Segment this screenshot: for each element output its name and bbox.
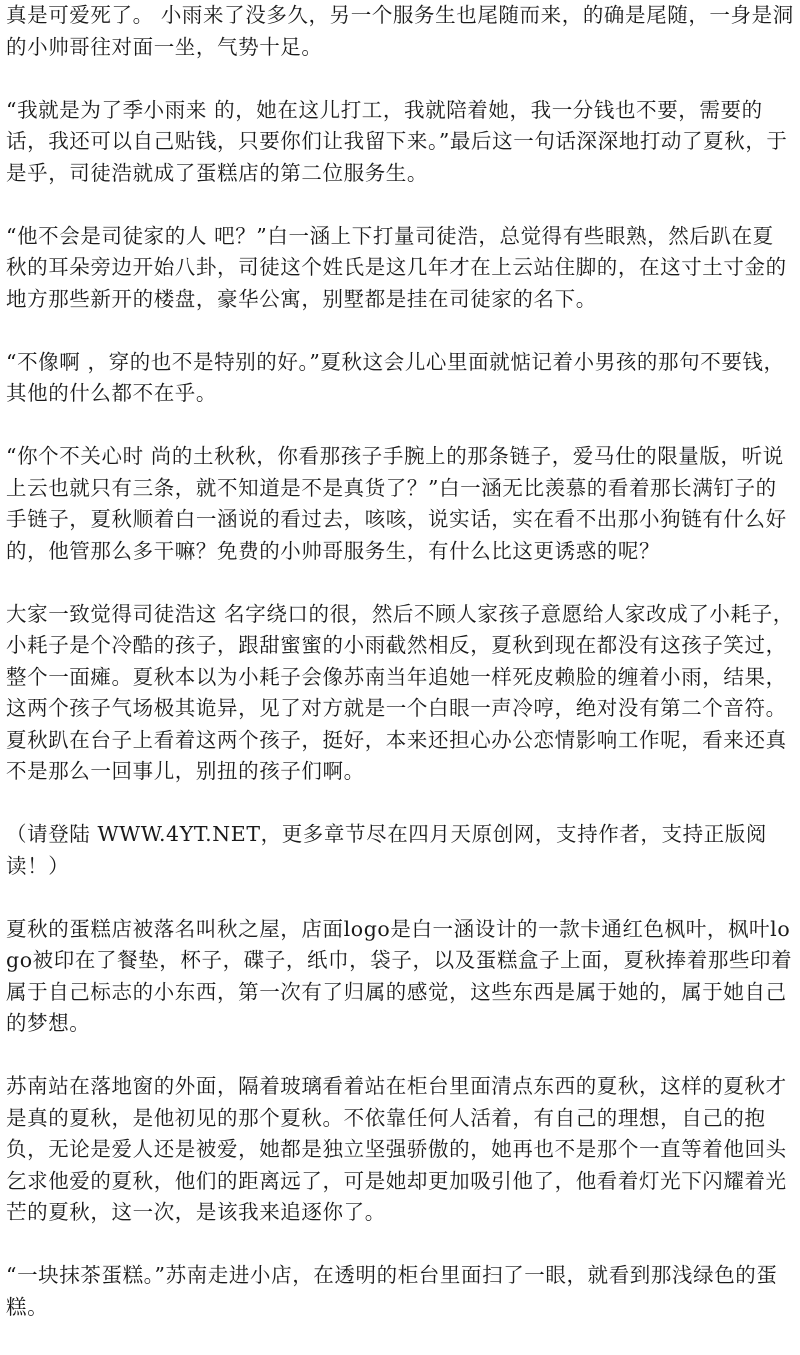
paragraph-5: “你个不关心时 尚的土秋秋，你看那孩子手腕上的那条链子，爱马仕的限量版，听说上云也就只有三条，就不知道是不是真货了？”白一涵无比羡慕的看着那长满钉子的手链子，夏秋顺着白一涵说的看过去，咳咳，说实话，实在看不出那小狗链有什么好的，他管那么多干嘛？免费的小帅哥服务生，有什么比这更诱惑的呢？ bbox=[6, 444, 787, 563]
paragraph-3: “他不会是司徒家的人 吧？”白一涵上下打量司徒浩，总觉得有些眼熟，然后趴在夏秋的耳朵旁边开始八卦，司徒这个姓氏是这几年才在上云站住脚的，在这寸土寸金的地方那些新开的楼盘，豪华公寓，别墅都是挂在司徒家的名下。 bbox=[6, 223, 787, 311]
paragraph-7: （请登陆 WWW.4YT.NET，更多章节尽在四月天原创网，支持作者，支持正版阅读！） bbox=[6, 822, 767, 878]
paragraph-9: 苏南站在落地窗的外面，隔着玻璃看着站在柜台里面清点东西的夏秋，这样的夏秋才是真的夏秋，是他初见的那个夏秋。不依靠任何人活着，有自己的理想，自己的抱负，无论是爱人还是被爱，她都是独立坚强骄傲的，她再也不是那个一直等着他回头乞求他爱的夏秋，他们的距离远了，可是她却更加吸引他了，他看着灯光下闪耀着光芒的夏秋，这一次，是该我来追逐你了。 bbox=[6, 1074, 787, 1224]
document-page bbox=[6, 0, 794, 1355]
paragraph-1: 真是可爱死了。 小雨来了没多久，另一个服务生也尾随而来，的确是尾随，一身是洞的小帅哥往对面一坐，气势十足。 bbox=[6, 3, 794, 59]
paragraph-2: “我就是为了季小雨来 的，她在这儿打工，我就陪着她，我一分钱也不要，需要的话，我还可以自己贴钱，只要你们让我留下来。”最后这一句话深深地打动了夏秋，于是乎，司徒浩就成了蛋糕店的第二位服务生。 bbox=[6, 97, 788, 185]
paragraph-4: “不像啊 ，穿的也不是特别的好。”夏秋这会儿心里面就惦记着小男孩的那句不要钱，其他的什么都不在乎。 bbox=[6, 349, 785, 405]
paragraph-10: “一块抹茶蛋糕。”苏南走进小店，在透明的柜台里面扫了一眼，就看到那浅绿色的蛋糕。 bbox=[6, 1263, 778, 1319]
paragraph-6: 大家一致觉得司徒浩这 名字绕口的很，然后不顾人家孩子意愿给人家改成了小耗子，小耗子是个冷酷的孩子，跟甜蜜蜜的小雨截然相反，夏秋到现在都没有这孩子笑过，整个一面瘫。夏秋本以为小耗子会像苏南当年追她一样死皮赖脸的缠着小雨，结果，这两个孩子气场极其诡异，见了对方就是一个白眼一声冷哼，绝对没有第二个音符。夏秋趴在台子上看着这两个孩子，挺好，本来还担心办公恋情影响工作呢，看来还真不是那么一回事儿，别扭的孩子们啊。 bbox=[6, 601, 794, 783]
paragraph-8: 夏秋的蛋糕店被落名叫秋之屋，店面logo是白一涵设计的一款卡通红色枫叶，枫叶logo被印在了餐垫，杯子，碟子，纸巾，袋子，以及蛋糕盒子上面，夏秋捧着那些印着属于自己标志的小东西，第一次有了归属的感觉，这些东西是属于她的，属于她自己的梦想。 bbox=[6, 916, 793, 1035]
